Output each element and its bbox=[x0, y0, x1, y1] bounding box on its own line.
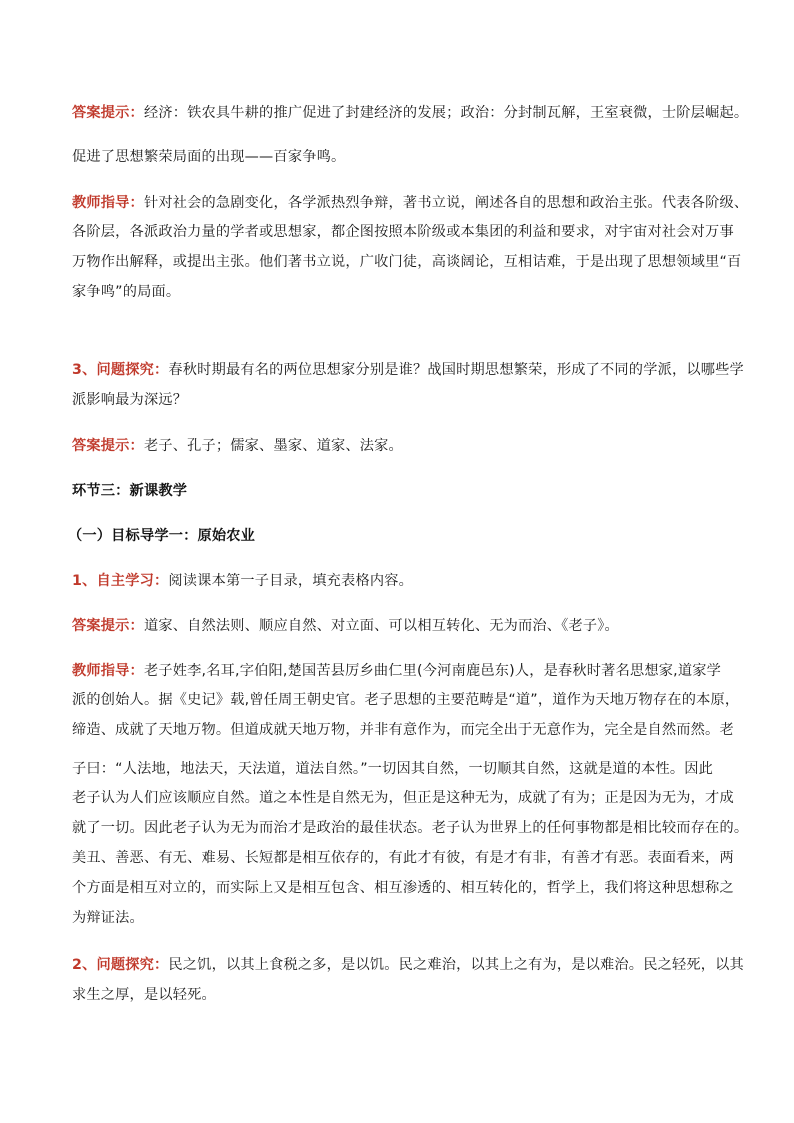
answer-hint-label: 答案提示： bbox=[72, 618, 144, 634]
self-study-1 bbox=[72, 571, 732, 591]
answer-hint-text: 老子、孔子；儒家、墨家、道家、法家。 bbox=[143, 438, 403, 454]
teacher-guide-1-line3: 万物作出解释，或提出主张。他们著书立说，广收门徒，高谈阔论，互相诘难，于是出现了思想领域里“百 bbox=[72, 254, 742, 270]
teacher-guide-label: 教师指导： bbox=[72, 663, 144, 679]
teacher-guide-2-line9: 为辩证法。 bbox=[72, 910, 144, 926]
subsection-heading: （一）目标导学一：原始农业 bbox=[68, 528, 256, 544]
teacher-guide-2-line3: 缔造、成就了天地万物。但道成就天地万物，并非有意作为，而完全出于无意作为，完全是自然而然。老 bbox=[72, 722, 734, 738]
teacher-guide-2-line7: 美丑、善恶、有无、难易、长短都是相互依存的，有此才有彼，有是才有非，有善才有恶。表面看来，两 bbox=[72, 850, 734, 866]
question-explore-2-line2: 求生之厚，是以轻死。 bbox=[72, 987, 216, 1003]
answer-hint-1-cont: 促进了思想繁荣局面的出现——百家争鸣。 bbox=[72, 149, 346, 165]
self-study-text: 阅读课本第一子目录，填充表格内容。 bbox=[168, 573, 413, 589]
self-study-label: 1、自主学习： bbox=[72, 573, 169, 589]
teacher-guide-text: 老子姓李,名耳,字伯阳,楚国苦县厉乡曲仁里(今河南鹿邑东)人，是春秋时著名思想家,道家学 bbox=[143, 663, 721, 679]
teacher-guide-label: 教师指导： bbox=[72, 195, 144, 211]
teacher-guide-2-line5: 老子认为人们应该顺应自然。道之本性是自然无为，但正是这种无为，成就了有为；正是因为无为，才成 bbox=[72, 790, 734, 806]
question-explore-text: 民之饥，以其上食税之多，是以饥。民之难治，以其上之有为，是以难治。民之轻死，以其 bbox=[168, 957, 744, 973]
answer-hint-2 bbox=[72, 436, 732, 456]
question-explore-3 bbox=[72, 360, 744, 380]
question-explore-label: 3、问题探究： bbox=[72, 362, 169, 378]
teacher-guide-2-line6: 就了一切。因此老子认为无为而治才是政治的最佳状态。老子认为世界上的任何事物都是相比较而存在的。 bbox=[72, 820, 749, 836]
answer-hint-1 bbox=[72, 103, 749, 123]
answer-hint-3 bbox=[72, 616, 732, 636]
teacher-guide-2-line8: 个方面是相互对立的，而实际上又是相互包含、相互渗透的、相互转化的，哲学上，我们将这种思想称之 bbox=[72, 880, 734, 896]
question-explore-text: 春秋时期最有名的两位思想家分别是谁？战国时期思想繁荣，形成了不同的学派，以哪些学 bbox=[168, 362, 744, 378]
answer-hint-text: 经济：铁农具牛耕的推广促进了封建经济的发展；政治：分封制瓦解，王室衰微，士阶层崛起。 bbox=[143, 105, 749, 121]
teacher-guide-1 bbox=[72, 193, 749, 213]
teacher-guide-2-line2: 派的创始人。据《史记》载,曾任周王朝史官。老子思想的主要范畴是“道”，道作为天地万物存在的本原， bbox=[72, 692, 740, 708]
answer-hint-label: 答案提示： bbox=[72, 438, 144, 454]
teacher-guide-2 bbox=[72, 661, 732, 681]
answer-hint-text: 道家、自然法则、顺应自然、对立面、可以相互转化、无为而治、《老子》。 bbox=[143, 618, 619, 634]
teacher-guide-1-line4: 家争鸣”的局面。 bbox=[72, 284, 181, 300]
section-heading: 环节三：新课教学 bbox=[72, 483, 188, 499]
teacher-guide-1-line2: 各阶层，各派政治力量的学者或思想家，都企图按照本阶级或本集团的利益和要求，对宇宙对社会对万事 bbox=[72, 224, 734, 240]
teacher-guide-2-line4: 子曰：“人法地，地法天，天法道，道法自然。”一切因其自然，一切顺其自然，这就是道的本性。因此 bbox=[72, 761, 714, 777]
question-explore-3-line2: 派影响最为深远？ bbox=[72, 392, 188, 408]
answer-hint-label: 答案提示： bbox=[72, 105, 144, 121]
question-explore-2 bbox=[72, 955, 744, 975]
teacher-guide-text: 针对社会的急剧变化，各学派热烈争辩，著书立说，阐述各自的思想和政治主张。代表各阶级、 bbox=[143, 195, 749, 211]
question-explore-label: 2、问题探究： bbox=[72, 957, 169, 973]
